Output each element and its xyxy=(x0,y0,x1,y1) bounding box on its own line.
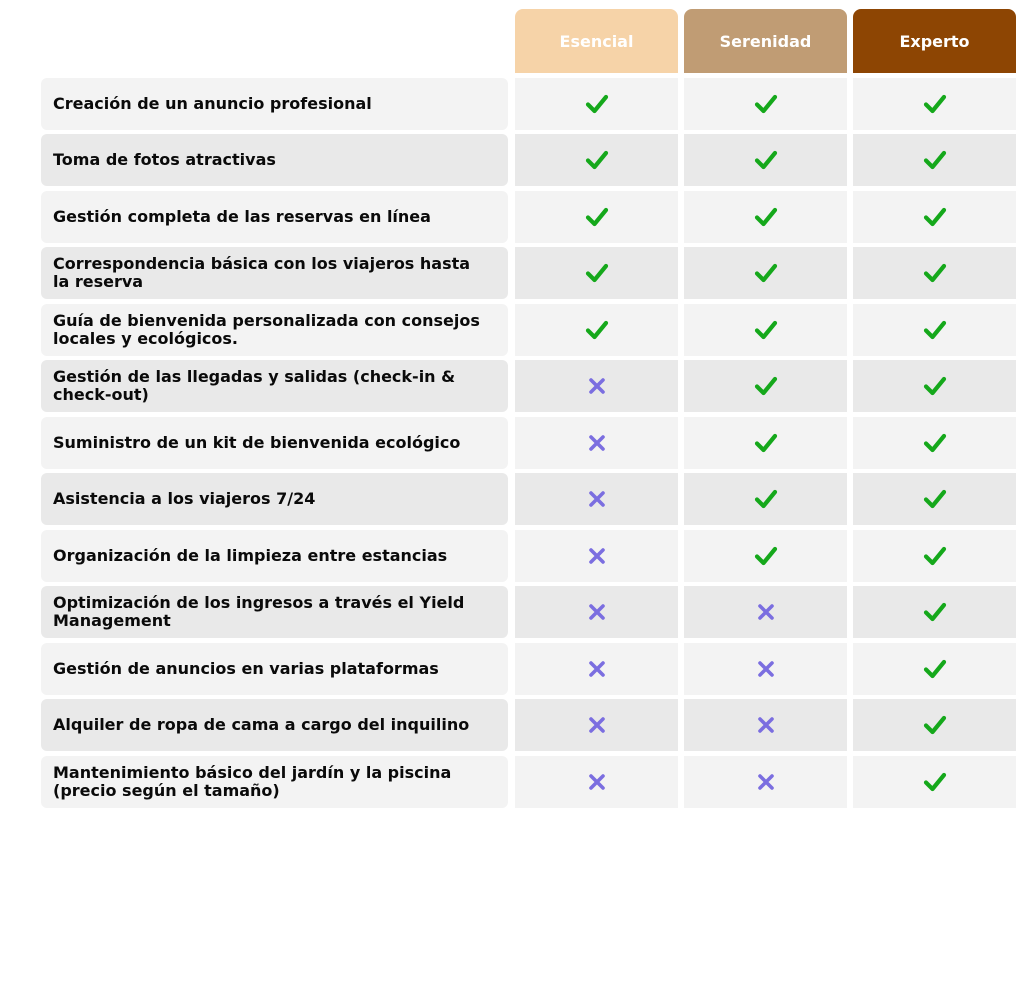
check-icon xyxy=(754,206,778,228)
feature-label: Asistencia a los viajeros 7/24 xyxy=(41,473,508,525)
check-icon xyxy=(923,601,947,623)
check-icon xyxy=(923,262,947,284)
feature-label: Gestión completa de las reservas en línea xyxy=(41,191,508,243)
plan-cell-esencial xyxy=(515,586,678,638)
cross-icon xyxy=(587,659,607,679)
check-icon xyxy=(923,545,947,567)
plan-cell-experto xyxy=(853,134,1016,186)
plan-cell-esencial xyxy=(515,134,678,186)
check-icon xyxy=(923,432,947,454)
plan-cell-experto xyxy=(853,473,1016,525)
cross-icon xyxy=(587,433,607,453)
plan-cell-serenidad xyxy=(684,586,847,638)
plan-cell-experto xyxy=(853,643,1016,695)
plan-cell-experto xyxy=(853,417,1016,469)
feature-label: Guía de bienvenida personalizada con consejos locales y ecológicos. xyxy=(41,304,508,356)
check-icon xyxy=(923,375,947,397)
plan-header-esencial: Esencial xyxy=(515,9,678,73)
plan-cell-esencial xyxy=(515,699,678,751)
feature-label: Gestión de anuncios en varias plataformas xyxy=(41,643,508,695)
feature-label: Correspondencia básica con los viajeros hasta la reserva xyxy=(41,247,508,299)
check-icon xyxy=(923,488,947,510)
plan-cell-esencial xyxy=(515,473,678,525)
plan-cell-experto xyxy=(853,360,1016,412)
check-icon xyxy=(754,432,778,454)
cross-icon xyxy=(587,715,607,735)
check-icon xyxy=(923,771,947,793)
plan-cell-experto xyxy=(853,530,1016,582)
feature-label: Suministro de un kit de bienvenida ecológico xyxy=(41,417,508,469)
plan-cell-esencial xyxy=(515,530,678,582)
check-icon xyxy=(585,206,609,228)
plan-cell-serenidad xyxy=(684,473,847,525)
plan-cell-serenidad xyxy=(684,756,847,808)
feature-row xyxy=(0,643,1024,695)
check-icon xyxy=(754,93,778,115)
feature-row xyxy=(0,699,1024,751)
cross-icon xyxy=(587,489,607,509)
cross-icon xyxy=(756,659,776,679)
plan-cell-esencial xyxy=(515,78,678,130)
feature-row xyxy=(0,304,1024,356)
feature-row xyxy=(0,134,1024,186)
feature-row xyxy=(0,756,1024,808)
feature-label: Mantenimiento básico del jardín y la piscina (precio según el tamaño) xyxy=(41,756,508,808)
feature-row xyxy=(0,530,1024,582)
plan-header-experto: Experto xyxy=(853,9,1016,73)
plan-cell-experto xyxy=(853,699,1016,751)
feature-label: Creación de un anuncio profesional xyxy=(41,78,508,130)
feature-row xyxy=(0,360,1024,412)
cross-icon xyxy=(587,772,607,792)
feature-label: Gestión de las llegadas y salidas (check-in & check-out) xyxy=(41,360,508,412)
plan-cell-esencial xyxy=(515,756,678,808)
plan-cell-experto xyxy=(853,78,1016,130)
check-icon xyxy=(585,93,609,115)
plan-cell-experto xyxy=(853,586,1016,638)
check-icon xyxy=(754,375,778,397)
cross-icon xyxy=(587,602,607,622)
plan-cell-esencial xyxy=(515,417,678,469)
plan-header-serenidad: Serenidad xyxy=(684,9,847,73)
feature-label: Optimización de los ingresos a través el Yield Management xyxy=(41,586,508,638)
plan-cell-serenidad xyxy=(684,699,847,751)
feature-row xyxy=(0,78,1024,130)
plan-cell-experto xyxy=(853,247,1016,299)
check-icon xyxy=(754,488,778,510)
check-icon xyxy=(923,658,947,680)
plan-cell-esencial xyxy=(515,304,678,356)
feature-row xyxy=(0,586,1024,638)
plan-cell-esencial xyxy=(515,191,678,243)
cross-icon xyxy=(756,602,776,622)
plan-cell-serenidad xyxy=(684,191,847,243)
plan-cell-serenidad xyxy=(684,247,847,299)
check-icon xyxy=(754,149,778,171)
plan-cell-esencial xyxy=(515,643,678,695)
feature-label: Organización de la limpieza entre estancias xyxy=(41,530,508,582)
cross-icon xyxy=(756,772,776,792)
feature-row xyxy=(0,191,1024,243)
check-icon xyxy=(754,262,778,284)
feature-label: Alquiler de ropa de cama a cargo del inquilino xyxy=(41,699,508,751)
cross-icon xyxy=(587,376,607,396)
check-icon xyxy=(923,714,947,736)
check-icon xyxy=(585,262,609,284)
feature-row xyxy=(0,247,1024,299)
check-icon xyxy=(754,545,778,567)
plan-cell-serenidad xyxy=(684,304,847,356)
check-icon xyxy=(923,206,947,228)
plan-cell-experto xyxy=(853,191,1016,243)
feature-label: Toma de fotos atractivas xyxy=(41,134,508,186)
check-icon xyxy=(585,319,609,341)
plan-cell-serenidad xyxy=(684,417,847,469)
cross-icon xyxy=(756,715,776,735)
plan-cell-serenidad xyxy=(684,530,847,582)
check-icon xyxy=(923,319,947,341)
feature-row xyxy=(0,417,1024,469)
check-icon xyxy=(585,149,609,171)
cross-icon xyxy=(587,546,607,566)
plan-cell-experto xyxy=(853,756,1016,808)
check-icon xyxy=(754,319,778,341)
plan-cell-experto xyxy=(853,304,1016,356)
plan-cell-serenidad xyxy=(684,134,847,186)
plan-cell-serenidad xyxy=(684,78,847,130)
plan-cell-esencial xyxy=(515,360,678,412)
feature-row xyxy=(0,473,1024,525)
check-icon xyxy=(923,93,947,115)
plan-cell-serenidad xyxy=(684,643,847,695)
plan-cell-esencial xyxy=(515,247,678,299)
plan-cell-serenidad xyxy=(684,360,847,412)
check-icon xyxy=(923,149,947,171)
